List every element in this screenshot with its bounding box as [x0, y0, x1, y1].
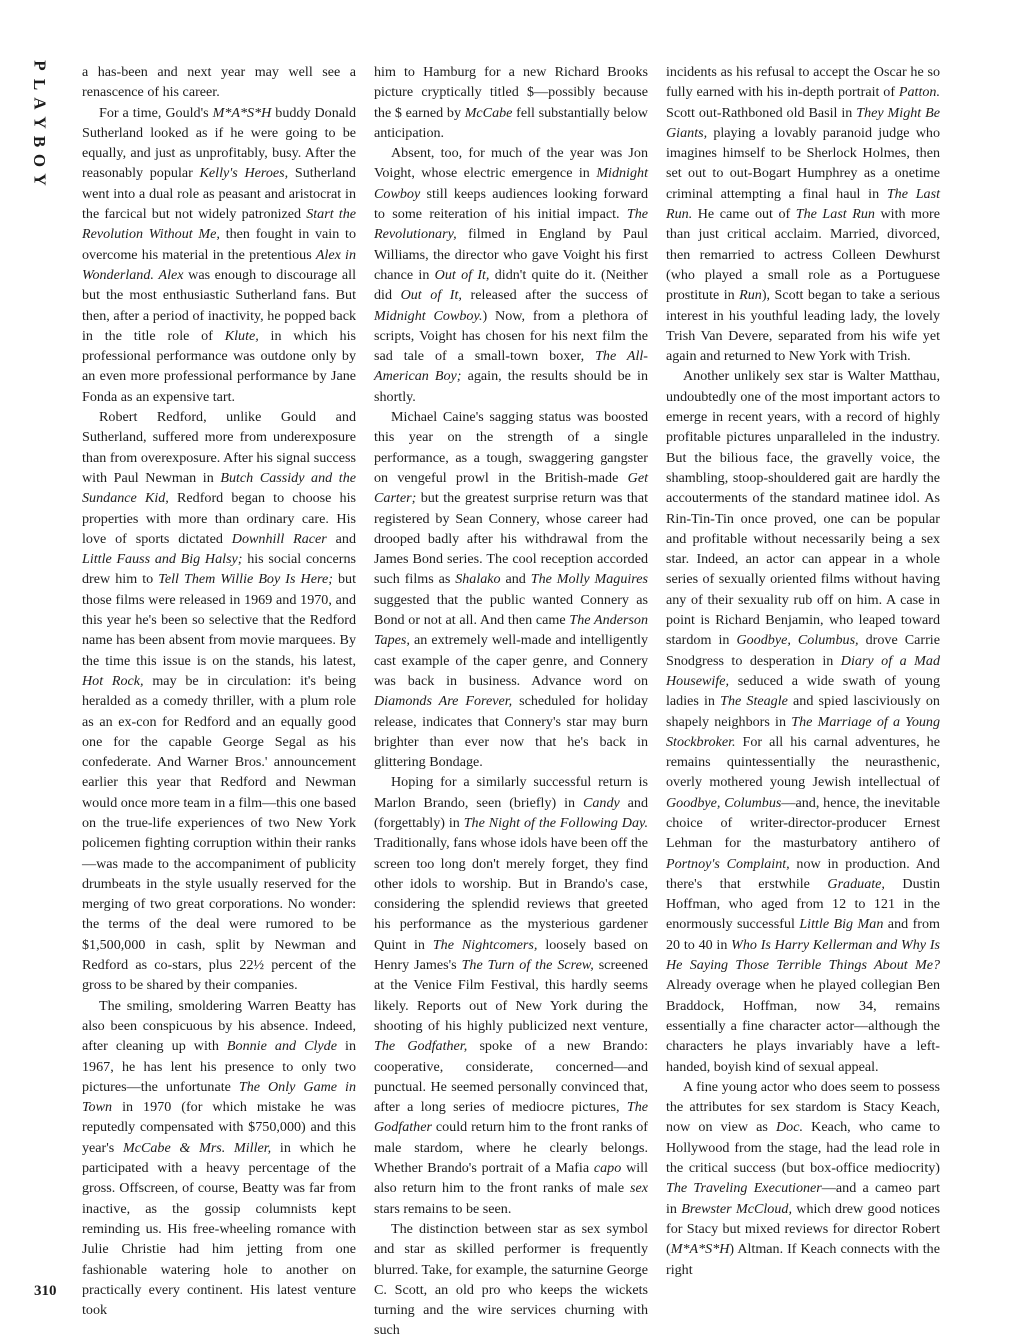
paragraph: Robert Redford, unlike Gould and Sutherland, suffered more from underexposure than from overexposure. After his signal success with Paul Newman in Butch Cassidy and the Sundance Kid, Redford began to choose his properties with more than ordinary care. His love of sports dictated Downhill Racer and Little Fauss and Big Halsy; his social concerns drew him to Tell Them Willie Boy Is Here; but those films were released in 1969 and 1970, and this year he's been so selective that the Redford name has been absent from movie marquees. By the time this issue is on the stands, his latest, Hot Rock, may be in circulation: it's being heralded as a comedy thriller, with a plum role as an ex-con for Redford and an equally good one for the capable George Segal as his confederate. And Warner Bros.' announcement earlier this year that Redford and Newman would once more team in a film—this one based on the true-life experiences of two New York policemen fighting corruption within their ranks—was made to the accompaniment of publicity drumbeats in the style usually reserved for the merging of two great corporations. No wonder: the terms of the deal were rumored to be $1,500,000 in cash, split by Newman and Redford as co-stars, plus 22½ percent of the gross to be shared by their companies.	[82, 409, 357, 994]
paragraph: a has-been and next year may well see a renascence of his career.	[82, 64, 356, 101]
paragraph: incidents as his refusal to accept the Oscar he so fully earned with his in-depth portrait of Patton. Scott out-Rathboned old Basil in They Might Be Giants, playing a lovably paranoid judge who imagines himself to be Sherlock Holmes, then set out to out-Bogart Humphrey as a onetime criminal attempting a final haul in The Last Run. He came out of The Last Run with more than just critical acclaim. Married, divorced, then remarried to actress Colleen Dewhurst (who played a small role as a Portuguese prostitute in Run), Scott began to take a serious interest in his youthful leading lady, the lovely Trish Van Devere, separated from his wife yet again and returned to New York with Trish.	[666, 64, 941, 365]
running-head-letter: Y	[30, 173, 50, 186]
text-column-2	[374, 62, 649, 1339]
running-head-letter: O	[30, 153, 50, 168]
page-number: 310	[34, 1283, 57, 1299]
text-column-1	[82, 62, 357, 1319]
running-head-letter: L	[30, 78, 50, 91]
paragraph: For a time, Gould's M*A*S*H buddy Donald Sutherland looked as if he were going to be equally, and just as unprofitably, busy. After the reasonably popular Kelly's Heroes, Sutherland went into a dual role as peasant and aristocrat in the farcical but not widely patronized Start the Revolution Without Me, then fought in vain to overcome his material in the pretentious Alex in Wonderland. Alex was enough to discourage all but the most enthusiastic Sutherland fans. But then, after a period of inactivity, he popped back in the title role of Klute, in which his professional performance was outdone only by an even more professional performance by Jane Fonda as an expensive tart.	[82, 104, 357, 405]
running-head-letter: A	[30, 97, 50, 110]
running-head-letter: P	[30, 60, 50, 71]
running-head-letter: B	[30, 135, 50, 148]
running-head-letter: Y	[30, 116, 50, 129]
running-head	[24, 56, 56, 189]
paragraph: Michael Caine's sagging status was boosted this year on the strength of a single performance, as a tough, swaggering gangster on vengeful prowl in the British-made Get Carter; but the greatest surprise return was that registered by Sean Connery, whose career had drooped badly after his withdrawal from the James Bond series. The cool reception accorded such films as Shalako and The Molly Maguires suggested that the public wanted Connery as Bond or not at all. And then came The Anderson Tapes, an extremely well-made and intelligently cast example of the caper genre, and Connery was back in business. Advance word on Diamonds Are Forever, scheduled for holiday release, indicates that Connery's star may burn brighter than ever now that he's back in glittering Bondage.	[374, 409, 649, 771]
paragraph: A fine young actor who does seem to possess the attributes for sex stardom is Stacy Keach, now on view as Doc. Keach, who came to Hollywood from the stage, had the lead role in the critical success (but box-office mediocrity) The Traveling Executioner—and a cameo part in Brewster McCloud, which drew good notices for Stacy but mixed reviews for director Robert (M*A*S*H) Altman. If Keach connects with the right	[666, 1078, 940, 1278]
paragraph: The distinction between star as sex symbol and star as skilled performer is frequently blurred. Take, for example, the saturnine George C. Scott, an old pro who keeps the wickets turning and the wire services churning with such	[374, 1220, 648, 1339]
paragraph: Another unlikely sex star is Walter Matthau, undoubtedly one of the most important actors to emerge in recent years, with a record of highly profitable pictures unparalleled in the industry. But the bilious face, the gravelly voice, the shambling, stoop-shouldered gait are hardly the accouterments of the standard matinee idol. As Rin-Tin-Tin once proved, one can be popular and profitable without necessarily being a sex star. Indeed, an actor can appear in a whole series of sexually oriented films without having any of their sexuality rub off on him. A case in point is Richard Benjamin, who leaped toward stardom in Goodbye, Columbus, drove Carrie Snodgress to desperation in Diary of a Mad Housewife, seduced a wide swath of young ladies in The Steagle and spied lasciviously on shapely neighbors in The Marriage of a Young Stockbroker. For all his carnal adventures, he remains quintessentially the neurasthenic, overly mothered young Jewish intellectual of Goodbye, Columbus—and, hence, the inevitable choice of writer-director-producer Ernest Lehman for the masturbatory antihero of Portnoy's Complaint, now in production. And there's that erstwhile Graduate, Dustin Hoffman, who aged from 12 to 121 in the enormously successful Little Big Man and from 20 to 40 in Who Is Harry Kellerman and Why Is He Saying Those Terrible Things About Me? Already overage when he played collegian Ben Braddock, Hoffman, now 34, remains essentially a fine character actor—although the characters he plays invariably have a left-handed, boyish kind of sexual appeal.	[666, 368, 941, 1075]
paragraph: The smiling, smoldering Warren Beatty has also been conspicuous by his absence. Indeed, after cleaning up with Bonnie and Clyde in 1967, he has lent his presence to only two pictures—the unfortunate The Only Game in Town in 1970 (for which mistake he was reputedly compensated with $750,000) and this year's McCabe & Mrs. Miller, in which he participated with a heavy percentage of the gross. Offscreen, of course, Beatty was far from inactive, as the gossip columnists kept reminding us. His free-wheeling romance with Julie Christie had him jetting from one fashionable watering hole to another on practically every continent. His latest venture took	[82, 997, 356, 1319]
text-column-3	[666, 62, 940, 1302]
paragraph: Hoping for a similarly successful return is Marlon Brando, seen (briefly) in Candy and (forgettably) in The Night of the Following Day. Traditionally, fans whose idols have been off the screen too long don't merely forget, they find other idols to worship. But in Brando's case, considering the splendid reviews that greeted his performance as the mysterious gardener Quint in The Nightcomers, loosely based on Henry James's The Turn of the Screw, screened at the Venice Film Festival, this hardly seems likely. Reports out of New York during the shooting of his highly publicized next venture, The Godfather, spoke of a new Brando: cooperative, considerate, concerned—and punctual. He seemed personally convinced that, after a long series of mediocre pictures, The Godfather could return him to the front ranks of male stardom, where he clearly belongs. Whether Brando's portrait of a Mafia capo will also return him to the front ranks of male sex stars remains to be seen.	[374, 774, 649, 1217]
paragraph: him to Hamburg for a new Richard Brooks picture cryptically titled $—possibly because the $ earned by McCabe fell substantially below anticipation.	[374, 64, 648, 141]
paragraph: Absent, too, for much of the year was Jon Voight, whose electric emergence in Midnight Cowboy still keeps audiences looking forward to some reiteration of his initial impact. The Revolutionary, filmed in England by Paul Williams, the director who gave Voight his first chance in Out of It, didn't quite do it. (Neither did Out of It, released after the success of Midnight Cowboy.) Now, from a plethora of scripts, Voight has chosen for his next film the sad tale of a small-town boxer, The All-American Boy; again, the results should be in shortly.	[374, 145, 648, 405]
